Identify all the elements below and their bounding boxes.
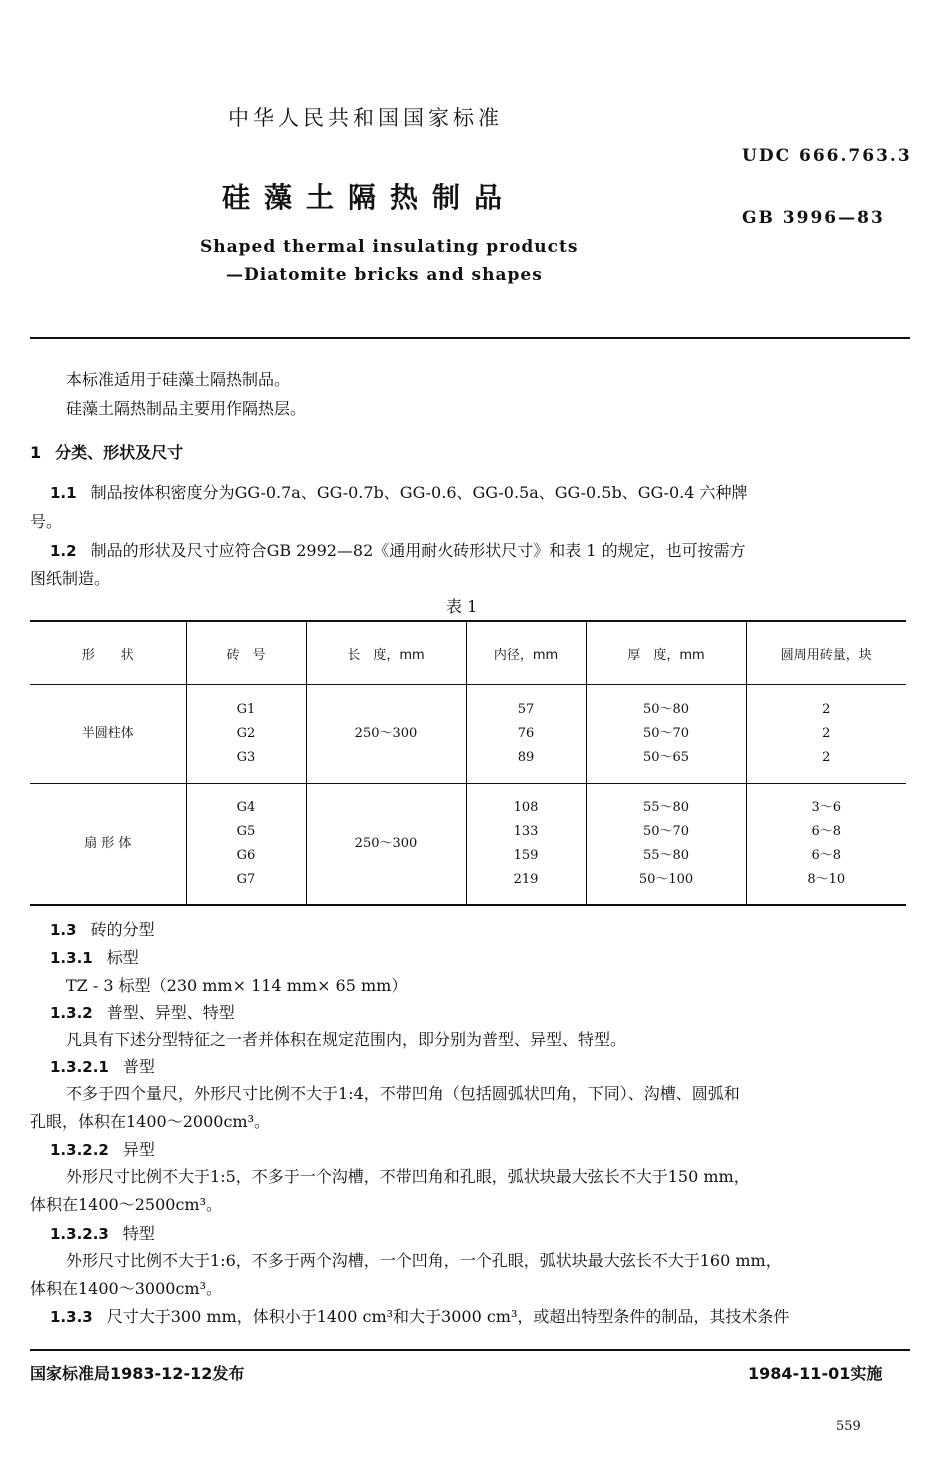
clause-1-3-2-3-text-cont: 体积在1400～3000cm³。	[30, 1279, 222, 1298]
clause-1-3-2-3-text: 外形尺寸比例不大于1:6，不多于两个沟槽，一个凹角，一个孔眼，弧状块最大弦长不大于160 mm，	[66, 1251, 782, 1270]
clause-1-3-2	[50, 1000, 235, 1023]
clause-1-3-3	[50, 1304, 789, 1327]
clause-1-3-2-3	[50, 1221, 155, 1244]
clause-title: 砖的分型	[90, 920, 155, 939]
inner-cell	[466, 685, 586, 784]
header-shape: 形 状	[81, 647, 134, 663]
intro-line-1: 本标准适用于硅藻土隔热制品。	[66, 370, 291, 389]
clause-title: 标型	[106, 948, 139, 967]
header-divider	[30, 337, 910, 339]
code-value: G6	[236, 848, 256, 863]
footer-divider	[30, 1349, 910, 1351]
issuing-authority: 中华人民共和国国家标准	[228, 106, 503, 130]
issue-date: 国家标准局1983-12-12发布	[30, 1364, 245, 1383]
table-row	[30, 685, 906, 784]
header-inner-diameter: 内径，mm	[466, 621, 586, 685]
table-header-row	[30, 621, 906, 685]
clause-number: 1.3	[50, 921, 77, 939]
thickness-value: 55～80	[642, 800, 690, 815]
thickness-value: 50～65	[642, 750, 690, 765]
clause-number: 1.3.2.2	[50, 1141, 109, 1159]
clause-1-3	[50, 917, 155, 940]
quantity-value: 6～8	[811, 848, 842, 863]
english-title-line1: Shaped thermal insulating products	[200, 237, 579, 257]
quantity-value: 3～6	[811, 800, 842, 815]
inner-value: 159	[513, 848, 539, 863]
clause-1-3-2-2-text-cont: 体积在1400～2500cm³。	[30, 1195, 222, 1214]
clause-number: 1.1	[50, 484, 77, 502]
clause-number: 1.3.3	[50, 1308, 93, 1326]
length-cell: 250～300	[306, 784, 466, 906]
clause-1-3-2-1-text: 不多于四个量尺，外形尺寸比例不大于1:4，不带凹角（包括圆弧状凹角，下同）、沟槽、圆弧和	[66, 1084, 740, 1103]
section-number: 1	[30, 443, 42, 462]
code-value: G4	[236, 800, 256, 815]
code-cell	[186, 685, 306, 784]
clause-1-3-2-1-text-cont: 孔眼，体积在1400～2000cm³。	[30, 1112, 270, 1131]
thickness-cell	[586, 685, 746, 784]
quantity-value: 8～10	[807, 872, 846, 887]
clause-title: 普型、异型、特型	[106, 1003, 235, 1022]
clause-1-3-2-2	[50, 1137, 155, 1160]
inner-value: 89	[517, 750, 535, 765]
clause-text: 制品的形状及尺寸应符合GB 2992—82《通用耐火砖形状尺寸》和表 1 的规定，也可按需方	[90, 541, 746, 560]
code-value: G7	[236, 872, 256, 887]
clause-1-1-cont: 号。	[30, 512, 63, 531]
inner-value: 57	[517, 702, 535, 717]
code-value: G3	[236, 750, 256, 765]
thickness-value: 50～70	[642, 726, 690, 741]
code-cell	[186, 784, 306, 906]
table-1	[30, 620, 906, 906]
clause-number: 1.3.2.3	[50, 1225, 109, 1243]
quantity-cell	[746, 784, 906, 906]
header-length: 长 度，mm	[306, 621, 466, 685]
clause-number: 1.3.1	[50, 949, 93, 967]
header-code: 砖 号	[186, 621, 306, 685]
thickness-value: 55～80	[642, 848, 690, 863]
code-value: G5	[236, 824, 256, 839]
clause-1-1	[50, 480, 748, 503]
clause-1-3-2-2-text: 外形尺寸比例不大于1:5，不多于一个沟槽，不带凹角和孔眼，弧状块最大弦长不大于150 mm，	[66, 1167, 750, 1186]
quantity-value: 6～8	[811, 824, 842, 839]
clause-1-3-2-1	[50, 1054, 155, 1077]
page-number: 559	[836, 1419, 861, 1434]
clause-title: 特型	[122, 1224, 155, 1243]
document-title: 硅藻土隔热制品	[222, 181, 517, 214]
table-caption: 表 1	[446, 597, 478, 616]
effective-date: 1984-11-01实施	[748, 1364, 883, 1383]
clause-number: 1.3.2.1	[50, 1058, 109, 1076]
clause-1-3-1	[50, 945, 139, 968]
clause-1-3-1-text: TZ - 3 标型（230 mm× 114 mm× 65 mm）	[66, 976, 408, 995]
length-cell: 250～300	[306, 685, 466, 784]
shape-cell: 半圆柱体	[30, 685, 186, 784]
clause-1-2	[50, 538, 746, 561]
clause-number: 1.2	[50, 542, 77, 560]
gb-code: GB 3996—83	[742, 208, 885, 228]
shape-cell: 扇 形 体	[30, 784, 186, 906]
clause-title: 异型	[122, 1140, 155, 1159]
clause-text: 制品按体积密度分为GG-0.7a、GG-0.7b、GG-0.6、GG-0.5a、GG-0.5b、GG-0.4 六种牌	[90, 483, 748, 502]
clause-text: 尺寸大于300 mm，体积小于1400 cm³和大于3000 cm³，或超出特型条件的制品，其技术条件	[106, 1307, 790, 1326]
inner-value: 108	[513, 800, 539, 815]
inner-value: 76	[517, 726, 535, 741]
udc-code: UDC 666.763.3	[742, 146, 912, 166]
clause-number: 1.3.2	[50, 1004, 93, 1022]
inner-cell	[466, 784, 586, 906]
code-value: G2	[236, 726, 256, 741]
clause-title: 普型	[122, 1057, 155, 1076]
section-title: 分类、形状及尺寸	[55, 443, 184, 462]
table-row	[30, 784, 906, 906]
quantity-value: 2	[822, 726, 831, 741]
inner-value: 133	[513, 824, 539, 839]
quantity-cell	[746, 685, 906, 784]
header-thickness: 厚 度，mm	[586, 621, 746, 685]
section-1-heading	[30, 440, 183, 463]
code-value: G1	[236, 702, 256, 717]
header-quantity: 圆周用砖量，块	[746, 621, 906, 685]
inner-value: 219	[513, 872, 539, 887]
thickness-value: 50～100	[638, 872, 694, 887]
clause-1-2-cont: 图纸制造。	[30, 569, 111, 588]
quantity-value: 2	[822, 702, 831, 717]
clause-1-3-2-text: 凡具有下述分型特征之一者并体积在规定范围内，即分别为普型、异型、特型。	[66, 1030, 627, 1049]
thickness-value: 50～70	[642, 824, 690, 839]
english-title-line2: —Diatomite bricks and shapes	[226, 265, 543, 285]
quantity-value: 2	[822, 750, 831, 765]
thickness-cell	[586, 784, 746, 906]
thickness-value: 50～80	[642, 702, 690, 717]
intro-line-2: 硅藻土隔热制品主要用作隔热层。	[66, 399, 307, 418]
